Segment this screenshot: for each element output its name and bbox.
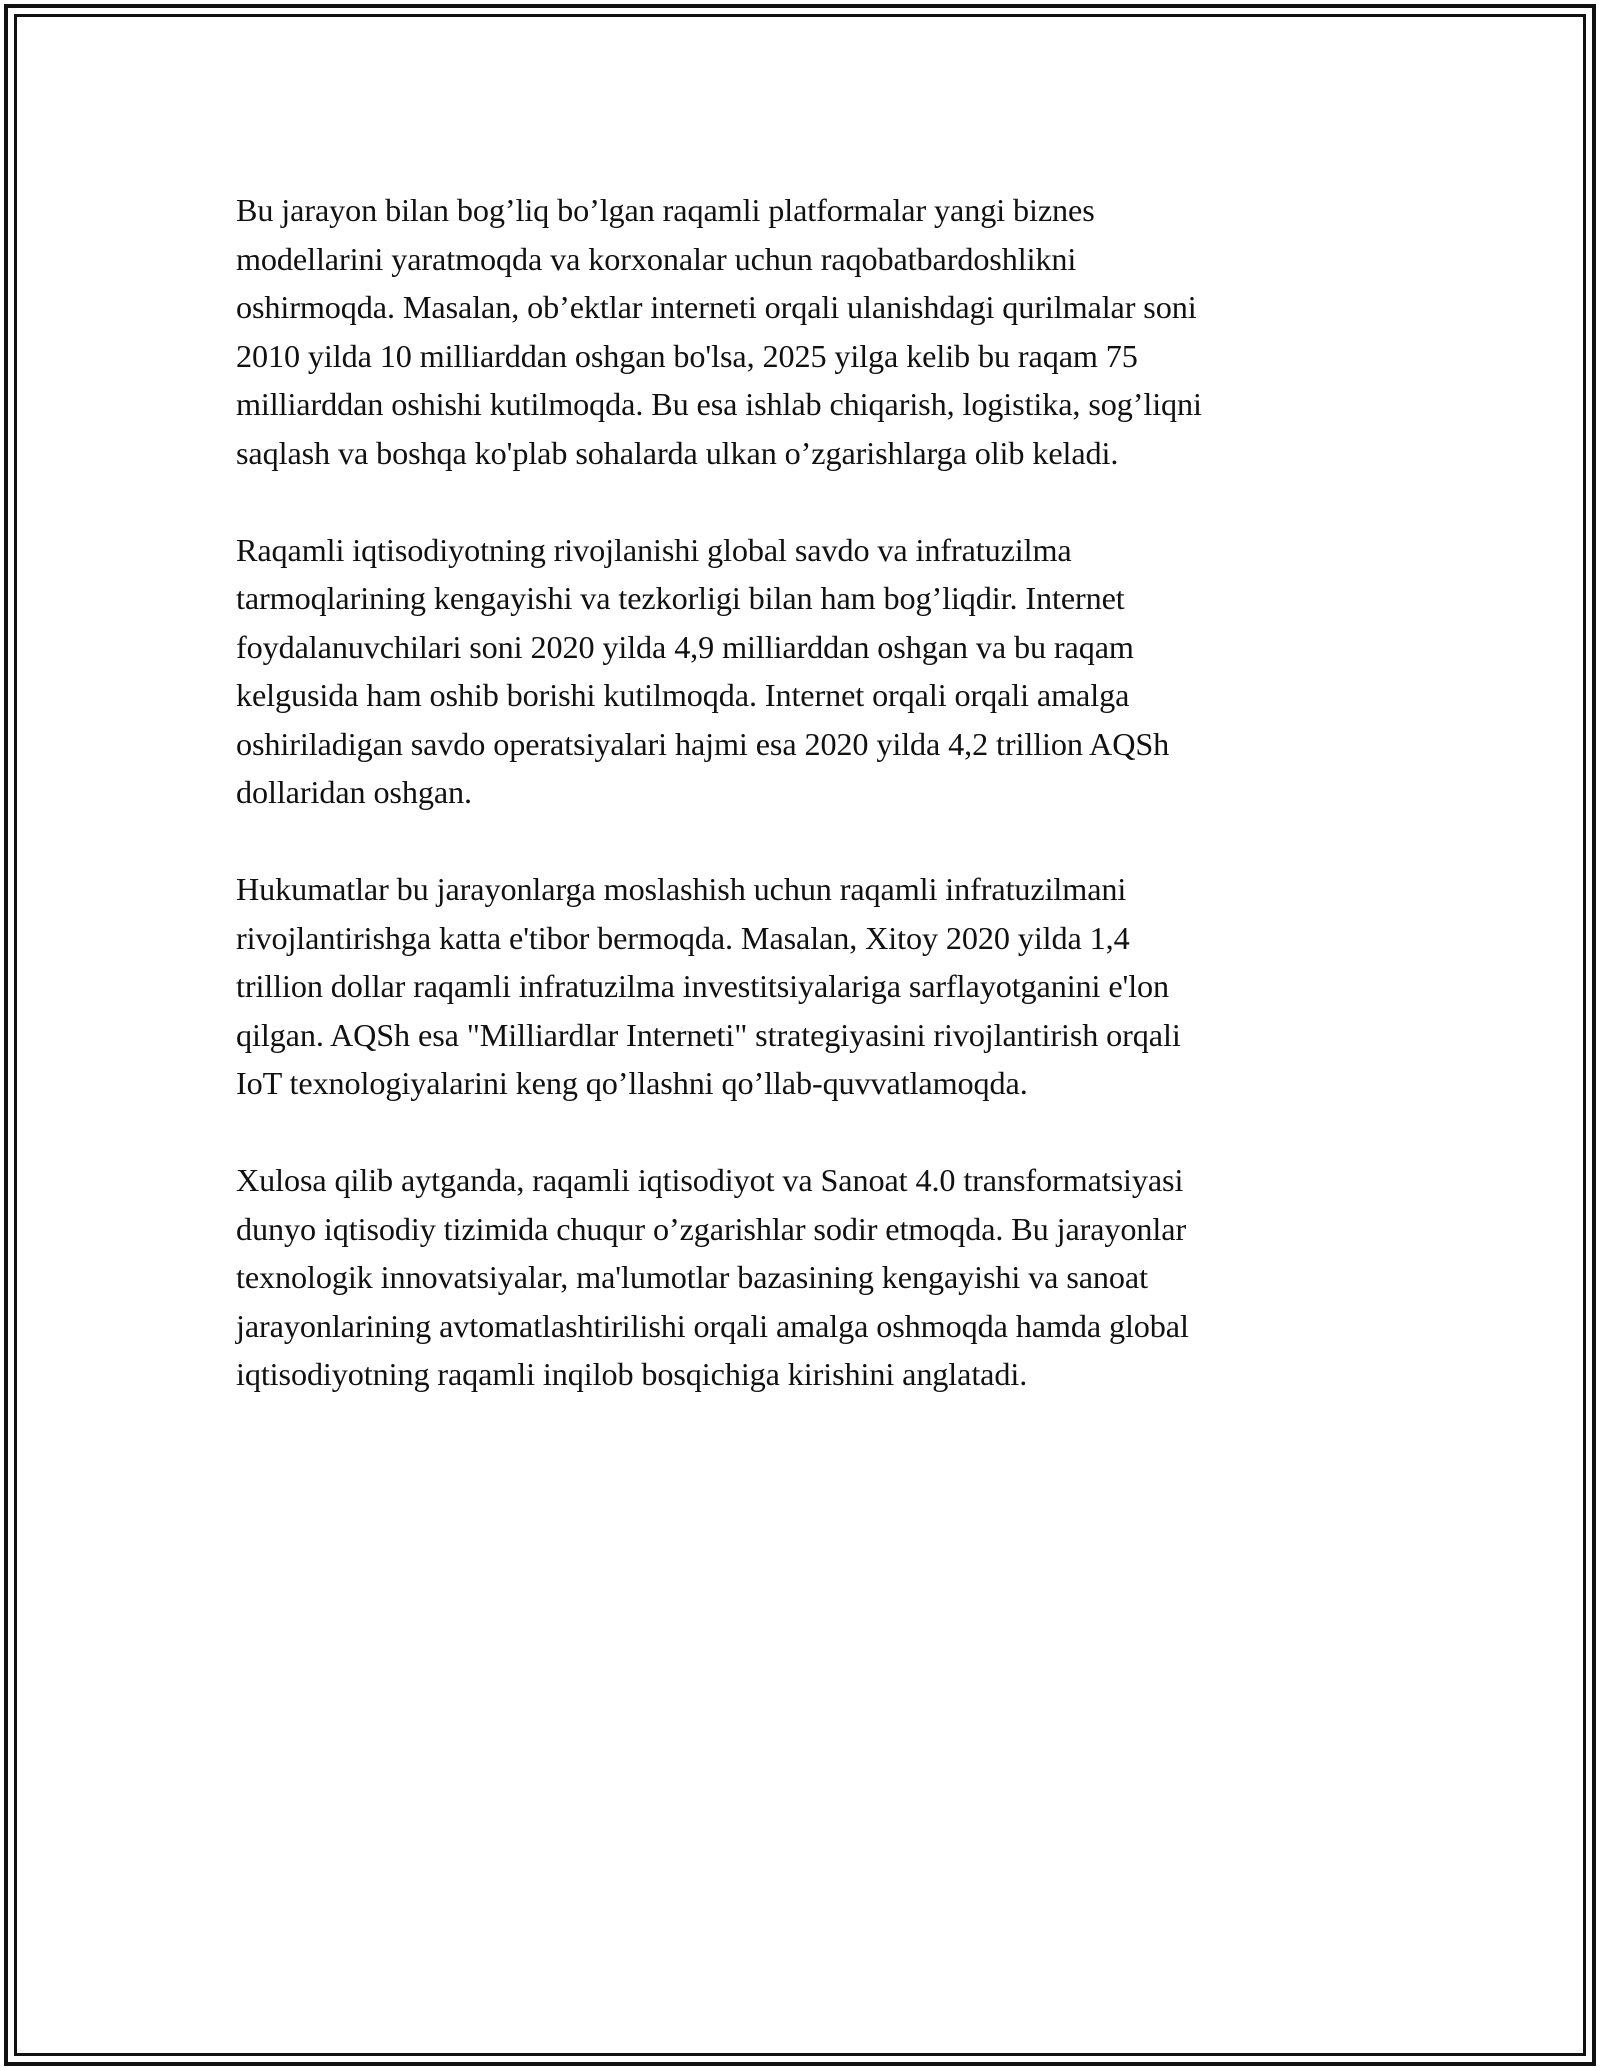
text-line: trillion dollar raqamli infratuzilma investitsiyalariga sarflayotganini e'lon bbox=[236, 968, 1170, 1004]
text-line: dunyo iqtisodiy tizimida chuqur o’zgarishlar sodir etmoqda. Bu jarayonlar bbox=[236, 1210, 1187, 1247]
text-line: oshirmoqda. Masalan, ob’ektlar interneti orqali ulanishdagi qurilmalar soni bbox=[236, 289, 1197, 325]
text-line: saqlash va boshqa ko'plab sohalarda ulkan o’zgarishlarga olib keladi. bbox=[236, 434, 1119, 471]
paragraph-government-infrastructure bbox=[236, 865, 1366, 1108]
text-line: Bu jarayon bilan bog’liq bo’lgan raqamli platformalar yangi biznes bbox=[236, 192, 1095, 228]
text-line: texnologik innovatsiyalar, ma'lumotlar bazasining kengayishi va sanoat bbox=[236, 1259, 1148, 1295]
text-line: qilgan. AQSh esa "Milliardlar Interneti" strategiyasini rivojlantirish orqali bbox=[236, 1016, 1181, 1053]
text-line: kelgusida ham oshib borishi kutilmoqda. Internet orqali orqali amalga bbox=[236, 677, 1130, 713]
text-line: milliarddan oshishi kutilmoqda. Bu esa ishlab chiqarish, logistika, sog’liqni bbox=[236, 386, 1202, 422]
paragraph-conclusion bbox=[236, 1156, 1366, 1399]
text-line: foydalanuvchilari soni 2020 yilda 4,9 milliarddan oshgan va bu raqam bbox=[236, 628, 1134, 665]
text-line: Raqamli iqtisodiyotning rivojlanishi global savdo va infratuzilma bbox=[236, 531, 1072, 568]
text-line: oshiriladigan savdo operatsiyalari hajmi esa 2020 yilda 4,2 trillion AQSh bbox=[236, 725, 1170, 762]
text-line: dollaridan oshgan. bbox=[236, 774, 472, 810]
text-line: modellarini yaratmoqda va korxonalar uchun raqobatbardoshlikni bbox=[236, 240, 1077, 277]
text-line: Hukumatlar bu jarayonlarga moslashish uchun raqamli infratuzilmani bbox=[236, 871, 1127, 907]
text-line: iqtisodiyotning raqamli inqilob bosqichiga kirishini anglatadi. bbox=[236, 1356, 1028, 1392]
text-line: jarayonlarining avtomatlashtirilishi orqali amalga oshmoqda hamda global bbox=[236, 1307, 1189, 1344]
document-body bbox=[236, 186, 1366, 1447]
text-line: Xulosa qilib aytganda, raqamli iqtisodiyot va Sanoat 4.0 transformatsiyasi bbox=[236, 1162, 1184, 1198]
text-line: tarmoqlarining kengayishi va tezkorligi bilan ham bog’liqdir. Internet bbox=[236, 580, 1125, 616]
text-line: IoT texnologiyalarini keng qo’llashni qo’llab-quvvatlamoqda. bbox=[236, 1065, 1028, 1101]
text-line: rivojlantirishga katta e'tibor bermoqda. Masalan, Xitoy 2020 yilda 1,4 bbox=[236, 919, 1130, 956]
paragraph-global-trade bbox=[236, 526, 1366, 817]
paragraph-iot-platforms bbox=[236, 186, 1366, 477]
text-line: 2010 yilda 10 milliarddan oshgan bo'lsa, 2025 yilga kelib bu raqam 75 bbox=[236, 337, 1138, 374]
